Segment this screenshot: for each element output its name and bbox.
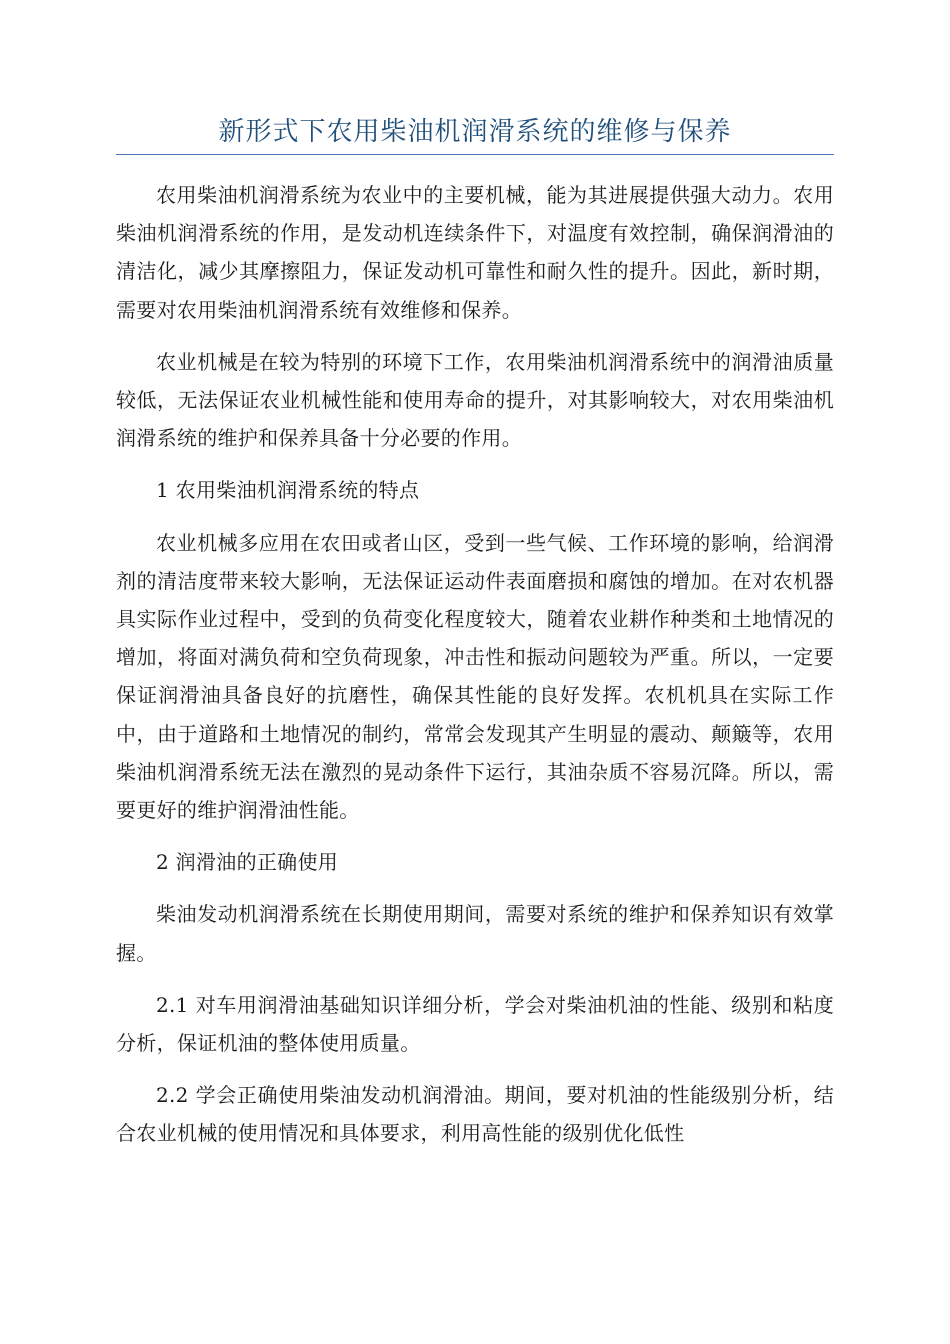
- section-heading-1: 1 农用柴油机润滑系统的特点: [156, 478, 420, 503]
- paragraph-intro: 农用柴油机润滑系统为农业中的主要机械，能为其进展提供强大动力。农用柴油机润滑系统的作用，是发动机连续条件下，对温度有效控制，确保润滑油的清洁化，减少其摩擦阻力，保证发动机可靠性和耐久性的提升。因此，新时期，需要对农用柴油机润滑系统有效维修和保养。: [116, 183, 834, 322]
- paragraph-section-2-2: 2.2 学会正确使用柴油发动机润滑油。期间，要对机油的性能级别分析，结合农业机械的使用情况和具体要求，利用高性能的级别优化低性: [116, 1083, 834, 1146]
- paragraph-section-2: 柴油发动机润滑系统在长期使用期间，需要对系统的维护和保养知识有效掌握。: [116, 902, 834, 965]
- title-underline: [116, 154, 834, 155]
- paragraph-section-1: 农业机械多应用在农田或者山区，受到一些气候、工作环境的影响，给润滑剂的清洁度带来较大影响，无法保证运动件表面磨损和腐蚀的增加。在对农机器具实际作业过程中，受到的负荷变化程度较大，随着农业耕作种类和土地情况的增加，将面对满负荷和空负荷现象，冲击性和振动问题较为严重。所以，一定要保证润滑油具备良好的抗磨性，确保其性能的良好发挥。农机机具在实际工作中，由于道路和土地情况的制约，常常会发现其产生明显的震动、颠簸等，农用柴油机润滑系统无法在激烈的晃动条件下运行，其油杂质不容易沉降。所以，需要更好的维护润滑油性能。: [116, 530, 834, 823]
- document-title: 新形式下农用柴油机润滑系统的维修与保养: [218, 117, 732, 147]
- document-body: [116, 176, 834, 1167]
- paragraph-section-2-1: 2.1 对车用润滑油基础知识详细分析，学会对柴油机油的性能、级别和粘度分析，保证机油的整体使用质量。: [116, 992, 834, 1056]
- paragraph-environment: 农业机械是在较为特别的环境下工作，农用柴油机润滑系统中的润滑油质量较低，无法保证农业机械性能和使用寿命的提升，对其影响较大，对农用柴油机润滑系统的维护和保养具备十分必要的作用。: [116, 349, 834, 451]
- section-heading-2: 2 润滑油的正确使用: [156, 850, 339, 875]
